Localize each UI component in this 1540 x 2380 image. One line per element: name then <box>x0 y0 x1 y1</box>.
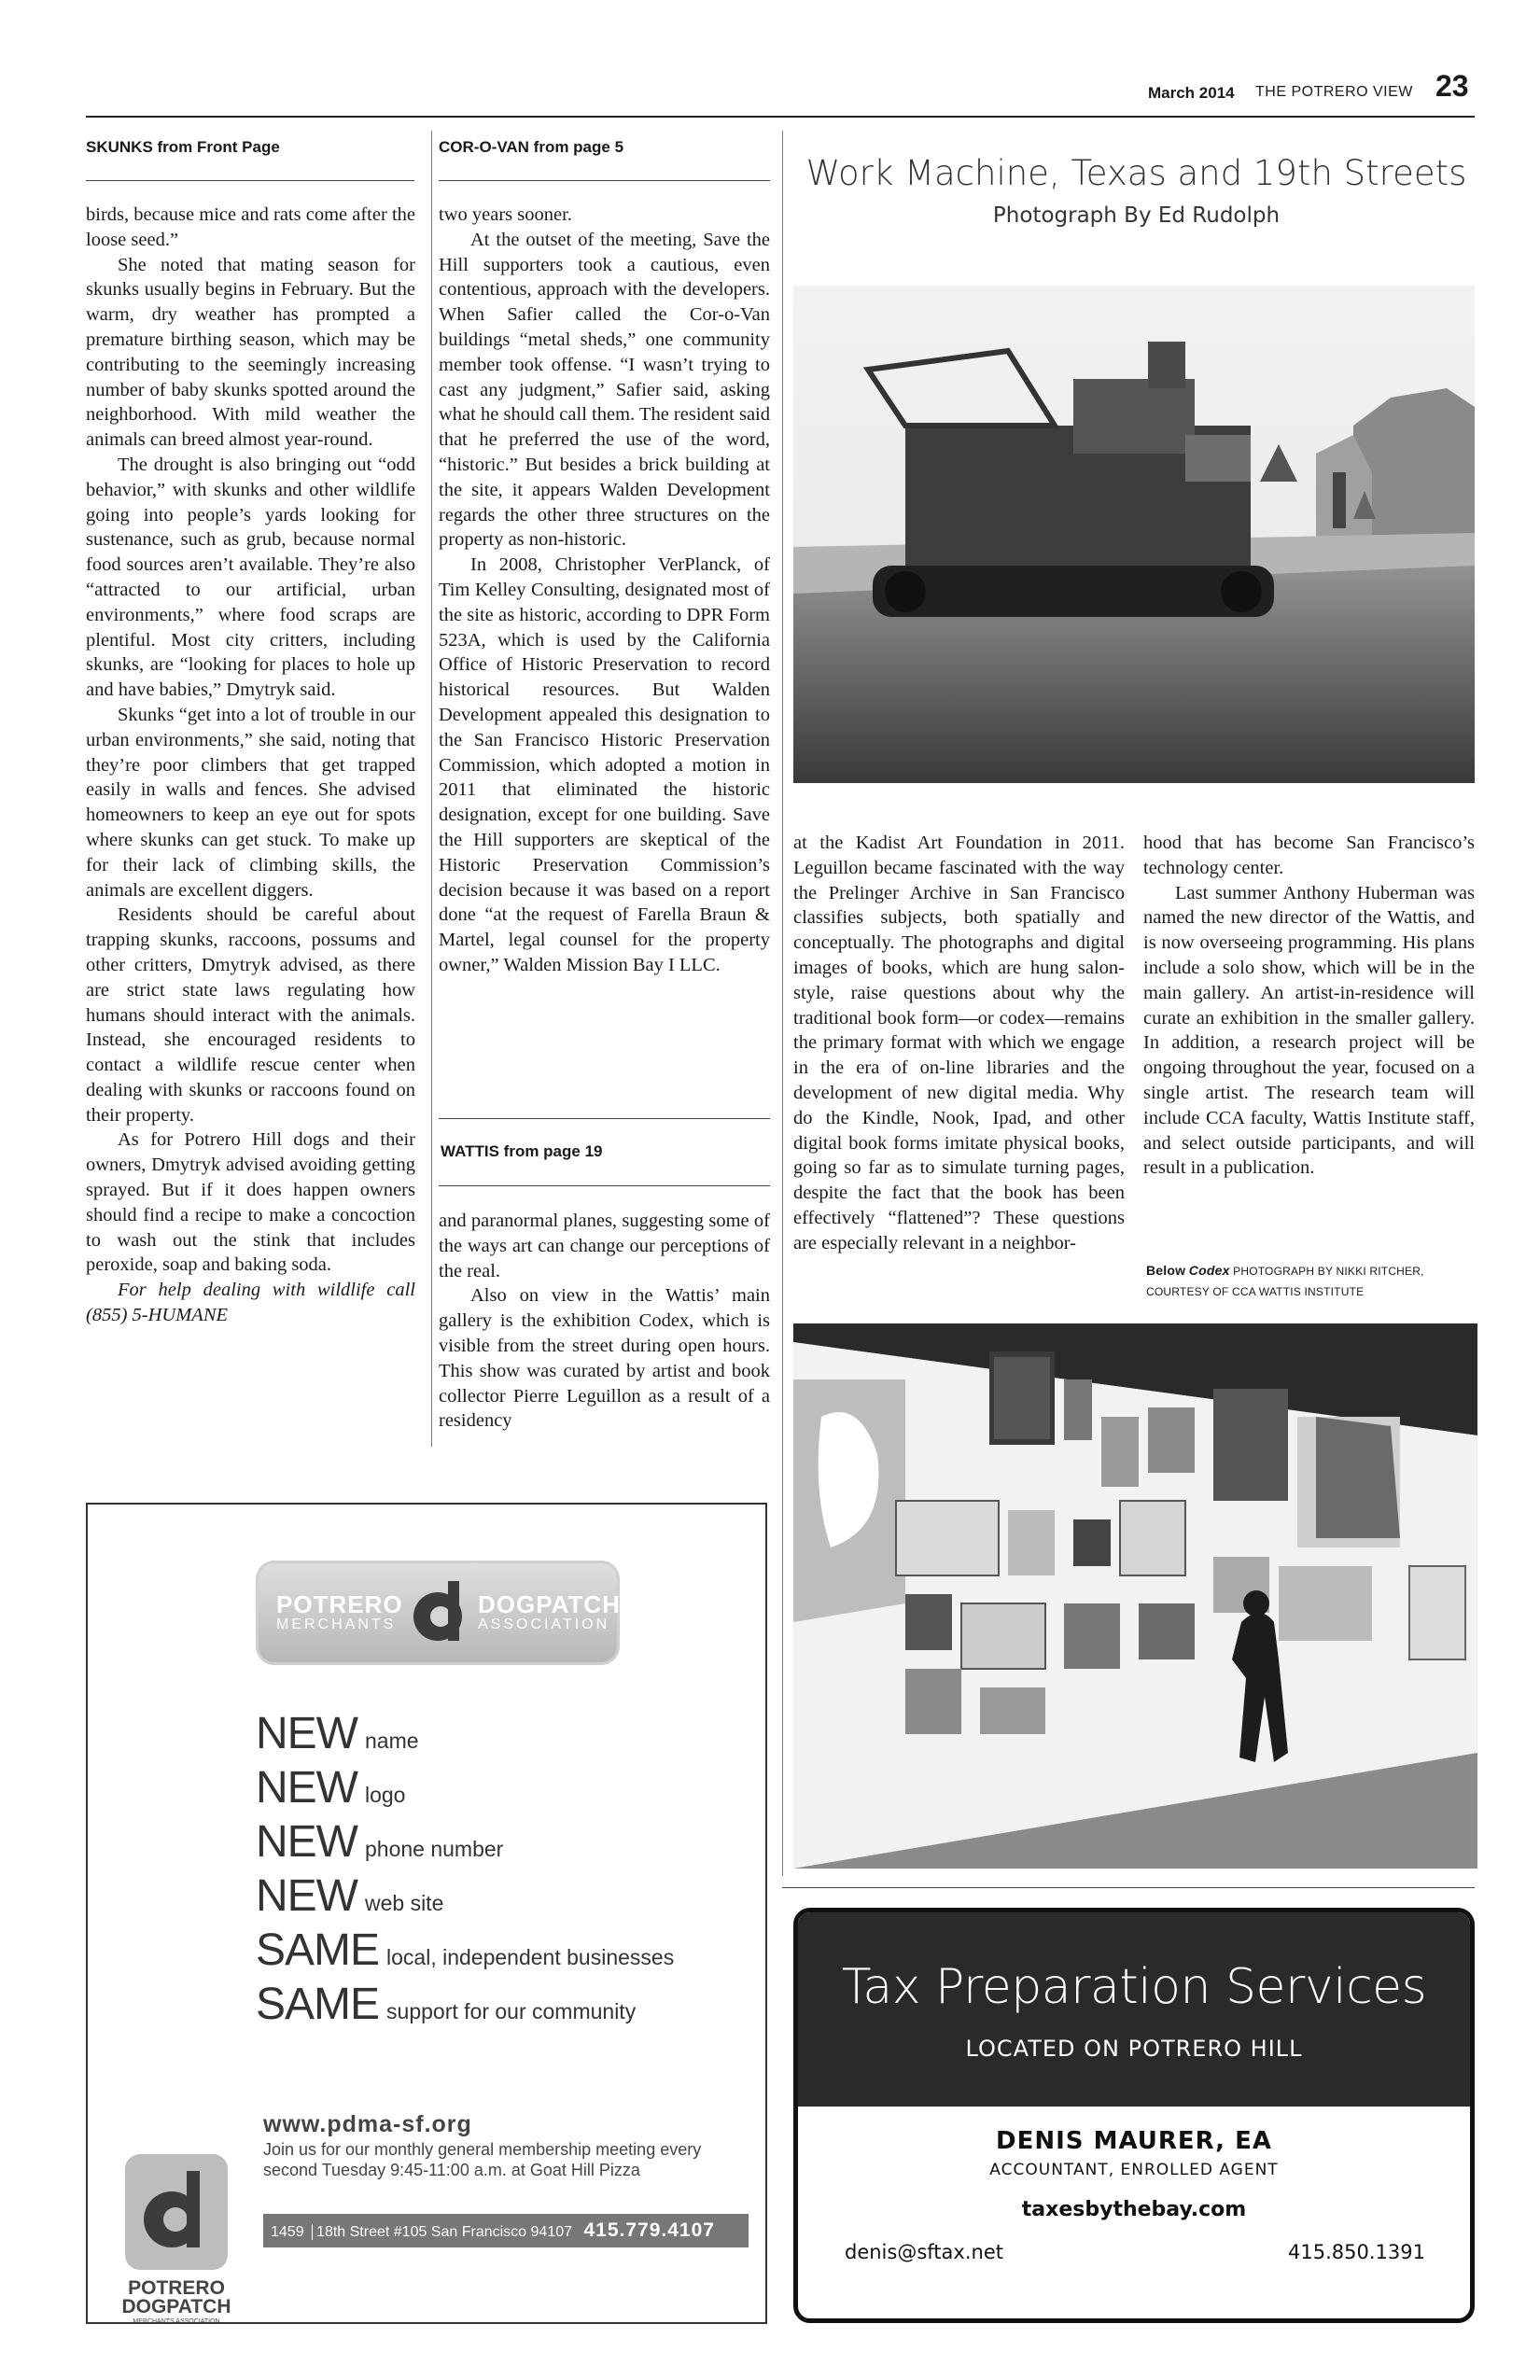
tax-ad-top-rule <box>782 1887 1475 1888</box>
pdma-address-bar <box>263 2214 749 2247</box>
wattis-article-col1 <box>439 1209 770 1434</box>
pdma-meeting-info: Join us for our monthly general membership meeting every second Tuesday 9:45-11:00 a.m. at Goat Hill Pizza <box>263 2140 702 2179</box>
corovan-jump-label: COR-O-VAN from page 5 <box>439 138 624 156</box>
column-divider <box>782 131 783 1876</box>
address-street: 18th Street #105 San Francisco 94107 <box>312 2224 572 2240</box>
header-date: March 2014 <box>1148 84 1235 102</box>
skunks-paragraph: As for Potrero Hill dogs and their owners, Dmytryk advised avoiding getting sprayed. But if it does happen owners should find a recipe to make a concoction to wash out the stink that includes peroxide, soap and baking soda. <box>86 1129 415 1276</box>
ad-line <box>256 1979 636 2030</box>
column-divider <box>431 131 432 1447</box>
ad-line-big: SAME <box>256 1925 380 1975</box>
badge-word-potrero: POTRERO <box>276 1590 403 1618</box>
ad-line-small: name <box>364 1729 419 1753</box>
tax-advertisement <box>793 1908 1475 2323</box>
badge-word-association: ASSOCIATION <box>478 1617 610 1632</box>
wattis-paragraph: hood that has become San Francisco’s technology center. <box>1143 833 1475 878</box>
ad-line <box>256 1925 674 1976</box>
photo-credit: Photograph By Ed Rudolph <box>992 203 1281 228</box>
ad-line-small: logo <box>364 1783 406 1807</box>
corovan-label-rule <box>439 180 770 181</box>
ad-line-big: SAME <box>256 1980 380 2029</box>
tax-ad-website[interactable]: taxesbythebay.com <box>1021 2198 1247 2221</box>
tax-ad-name: DENIS MAURER, EA <box>996 2127 1272 2155</box>
ad-line-big: NEW <box>256 1871 357 1921</box>
skunks-paragraph: The drought is also bringing out “odd behavior,” with skunks and other wildlife going into people’s yards looking for sustenance, such as grub, because normal food sources aren’t available. They’re also “attracted to our artificial, urban environments,” where food scraps are plentiful. Most city critters, including skunks, are “looking for places to hole up and have babies,” Dmytryk said. <box>86 454 415 701</box>
ad-line-small: local, independent businesses <box>386 1945 675 1969</box>
corovan-article <box>439 203 770 978</box>
pdma-square-logo-icon <box>125 2154 228 2270</box>
address-number: 1459 <box>271 2224 304 2240</box>
corovan-paragraph: two years sooner. <box>439 204 572 225</box>
skunks-paragraph: She noted that mating season for skunks usually begins in February. But the warm, dry weather has prompted a premature birthing season, which may be contributing to the seemingly increasing number of baby skunks spotted around the neighborhood. With mild weather the animals can breed almost year-round. <box>86 254 415 451</box>
ad-line-big: NEW <box>256 1817 357 1867</box>
badge-word-dogpatch: DOGPATCH <box>478 1590 621 1618</box>
pdma-logo-icon <box>405 1574 470 1652</box>
codex-caption <box>1146 1260 1477 1302</box>
tax-ad-role: ACCOUNTANT, ENROLLED AGENT <box>989 2161 1279 2179</box>
skunks-help-line: For help dealing with wildlife call (855) 5-HUMANE <box>86 1280 415 1326</box>
ad-line-small: web site <box>364 1891 444 1915</box>
skunks-jump-label: SKUNKS from Front Page <box>86 138 280 156</box>
tax-ad-subtitle: LOCATED ON POTRERO HILL <box>965 2036 1303 2062</box>
wattis-jump-label: WATTIS from page 19 <box>441 1142 603 1160</box>
photo-title: Work Machine, Texas and 19th Streets <box>805 153 1467 193</box>
tax-ad-title: Tax Preparation Services <box>841 1959 1427 2015</box>
ad-line-big: NEW <box>256 1709 357 1758</box>
ad-line <box>256 1708 419 1759</box>
corovan-paragraph: In 2008, Christopher VerPlanck, of Tim Kelley Consulting, designated most of the site as historic, according to DPR Form 523A, which is used by the California Office of Historic Preservation to record historical resources. But Walden Development appealed this designation to the San Francisco Historic Preservation Commission, which adopted a motion in 2011 that eliminated the historic designation, except for one building. Save the Hill supporters are skeptical of the Historic Preservation Commission’s decision because it was based on a report done “at the request of Farella Braun & Martel, legal counsel for the property owner,” Walden Mission Bay I LLC. <box>439 554 770 975</box>
wattis-paragraph: and paranormal planes, suggesting some of the ways art can change our perceptions of the real. <box>439 1211 770 1281</box>
ad-line-small: phone number <box>364 1837 504 1861</box>
ad-line <box>256 1870 443 1922</box>
tax-ad-phone: 415.850.1391 <box>1288 2241 1425 2263</box>
skunks-paragraph: birds, because mice and rats come after the loose seed.” <box>86 204 415 250</box>
ad-line <box>256 1816 503 1868</box>
badge-word-merchants: MERCHANTS <box>276 1617 397 1632</box>
codex-gallery-photo <box>793 1323 1477 1869</box>
wattis-label-rule <box>439 1185 770 1186</box>
caption-title: Codex <box>1188 1263 1230 1278</box>
pdma-badge <box>256 1561 620 1665</box>
wattis-top-rule <box>439 1118 770 1119</box>
wattis-article-col3 <box>1143 831 1475 1181</box>
caption-lead: Below <box>1146 1263 1186 1278</box>
wattis-article-col2 <box>793 831 1125 1256</box>
skunks-paragraph: Residents should be careful about trapping skunks, raccoons, possums and other critters, Dmytryk advised, as there are strict state laws regulating how humans should interact with the animals. Instead, she encouraged residents to contact a wildlife rescue center when dealing with skunks or raccoons found on their property. <box>86 904 415 1126</box>
pdma-website[interactable]: www.pdma-sf.org <box>263 2111 472 2137</box>
corovan-paragraph: At the outset of the meeting, Save the Hill supporters took a cautious, even contentious, approach with the developers. When Safier called the Cor-o-Van buildings “metal sheds,” one community member took offense. “I wasn’t trying to cast any judgment,” Safier said, asking what he should call them. The resident said that he preferred the use of the word, “historic.” But besides a brick building at the site, it appears Walden Development regards the other three structures on the property as non-historic. <box>439 229 770 551</box>
ad-line-big: NEW <box>256 1763 357 1813</box>
page-number: 23 <box>1435 69 1469 103</box>
publication-name: THE POTRERO VIEW <box>1255 84 1413 100</box>
pdma-advertisement <box>86 1503 767 2324</box>
wattis-paragraph: Last summer Anthony Huberman was named the new director of the Wattis, and is now overseeing programming. His plans include a solo show, which will be in the main gallery. An artist-in-residence will curate an exhibition in the smaller gallery. In addition, a research project will be ongoing throughout the year, focused on a single artist. The research team will include CCA faculty, Wattis Institute staff, and select outside participants, and will result in a publication. <box>1143 882 1475 1179</box>
header-rule <box>86 116 1475 118</box>
wattis-paragraph: at the Kadist Art Foundation in 2011. Leguillon became fascinated with the way the Prelinger Archive in San Francisco classifies subjects, both spatially and conceptually. The photographs and digital images of books, which are hung salon-style, raise questions about why the traditional book form—or codex—remains the primary format with which we engage in the era of on-line libraries and the development of new digital media. Why do the Kindle, Nook, Ipad, and other digital book forms imitate physical books, going so far as to simulate turning pages, despite the fact that the book has been effectively “flattened”? These questions are especially relevant in a neighbor- <box>793 833 1125 1253</box>
skunks-article <box>86 203 415 1328</box>
pdma-phone: 415.779.4107 <box>583 2219 715 2241</box>
work-machine-photo <box>793 286 1475 783</box>
skunks-paragraph: Skunks “get into a lot of trouble in our urban environments,” she said, noting that they’re poor climbers that get trapped easily in walls and fences. She advised homeowners to keep an eye out for spots where skunks can get stuck. To make up for their lack of climbing skills, the animals are excellent diggers. <box>86 704 415 901</box>
ad-line <box>256 1762 405 1813</box>
pdma-logo-subtext: MERCHANTS ASSOCIATION <box>133 2318 220 2325</box>
skunks-label-rule <box>86 180 414 181</box>
pdma-logo-text: POTRERO DOGPATCH <box>121 2277 231 2317</box>
caption-credit: PHOTOGRAPH BY NIKKI RITCHER, COURTESY OF CCA WATTIS INSTITUTE <box>1146 1265 1424 1298</box>
tax-ad-email[interactable]: denis@sftax.net <box>845 2241 1003 2263</box>
ad-line-small: support for our community <box>386 1999 637 2023</box>
wattis-paragraph: Also on view in the Wattis’ main gallery is the exhibition Codex, which is visible from the street during open hours. This show was curated by artist and book collector Pierre Leguillon as a result of a residency <box>439 1285 770 1432</box>
